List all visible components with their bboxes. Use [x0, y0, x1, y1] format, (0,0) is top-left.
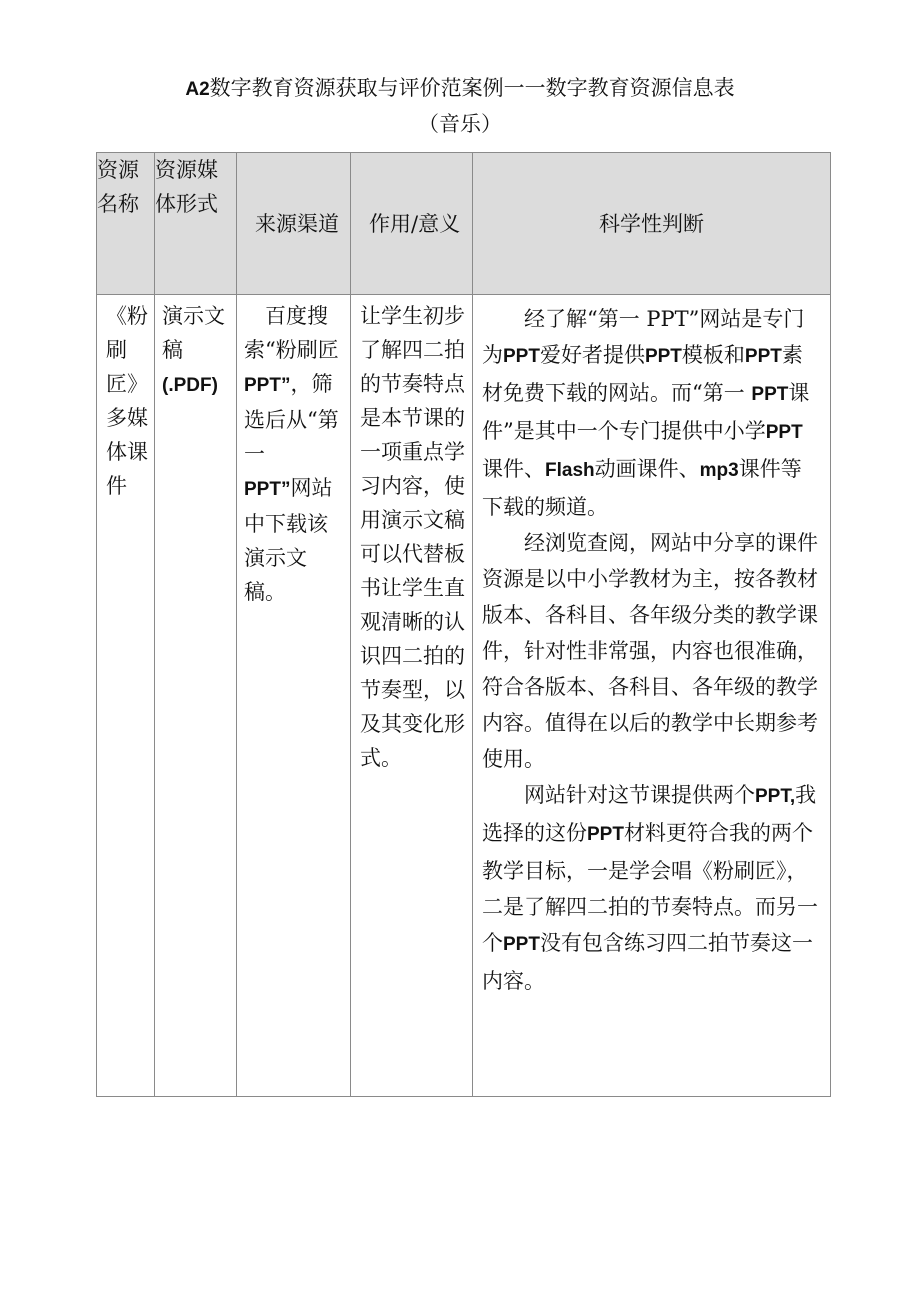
judgement-paragraph-1: 经了解“第一 PPT”网站是专门为PPT爱好者提供PPT模板和PPT素材免费下载的网站。而“第一 PPT课件”是其中一个专门提供中小学PPT课件、Flash动画课件、mp3课件等下载的频道。: [482, 307, 810, 519]
header-row: [97, 153, 831, 295]
judgement-paragraph-3: 网站针对这节课提供两个PPT,我选择的这份PPT材料更符合我的两个教学目标，一是学会唱《粉刷匠》，二是了解四二拍的节奏特点。而另一个PPT没有包含练习四二拍节奏这一内容。: [482, 783, 818, 993]
document-title: [0, 72, 920, 106]
source-text: 百度搜索“粉刷匠 PPT”，筛选后从“第一 PPT”网站中下载该演示文稿。: [244, 304, 339, 604]
table-row: [97, 295, 831, 1097]
header-media-form: 资源媒体形式: [155, 153, 237, 295]
cell-media-form: [155, 295, 237, 1097]
header-resource-name: 资源名称: [97, 153, 155, 295]
title-prefix: A2: [185, 79, 210, 100]
cell-purpose: 让学生初步了解四二拍的节奏特点是本节课的一项重点学习内容，使用演示文稿可以代替板书让学生直观清晰的认识四二拍的节奏型，以及其变化形式。: [351, 295, 473, 1097]
header-source-channel: 来源渠道: [237, 153, 351, 295]
document-subtitle: （音乐）: [418, 112, 502, 136]
header-purpose: 作用/意义: [351, 153, 473, 295]
cell-source-channel: [237, 295, 351, 1097]
media-type: 演示文稿: [162, 304, 225, 362]
cell-resource-name: 《粉刷匠》多媒体课件: [97, 295, 155, 1097]
media-format: (.PDF): [162, 375, 218, 396]
judgement-paragraph-2: 经浏览查阅，网站中分享的课件资源是以中小学教材为主，按各教材版本、各科目、各年级分类的教学课件，针对性非常强，内容也很准确，符合各版本、各科目、各年级的教学内容。值得在以后的教学中长期参考使用。: [482, 531, 818, 771]
cell-scientific-judgement: [473, 295, 831, 1097]
header-scientific-judgement: 科学性判断: [473, 153, 831, 295]
title-main: 数字教育资源获取与评价范案例一一数字教育资源信息表: [209, 76, 735, 100]
resource-info-table: [96, 152, 831, 1097]
